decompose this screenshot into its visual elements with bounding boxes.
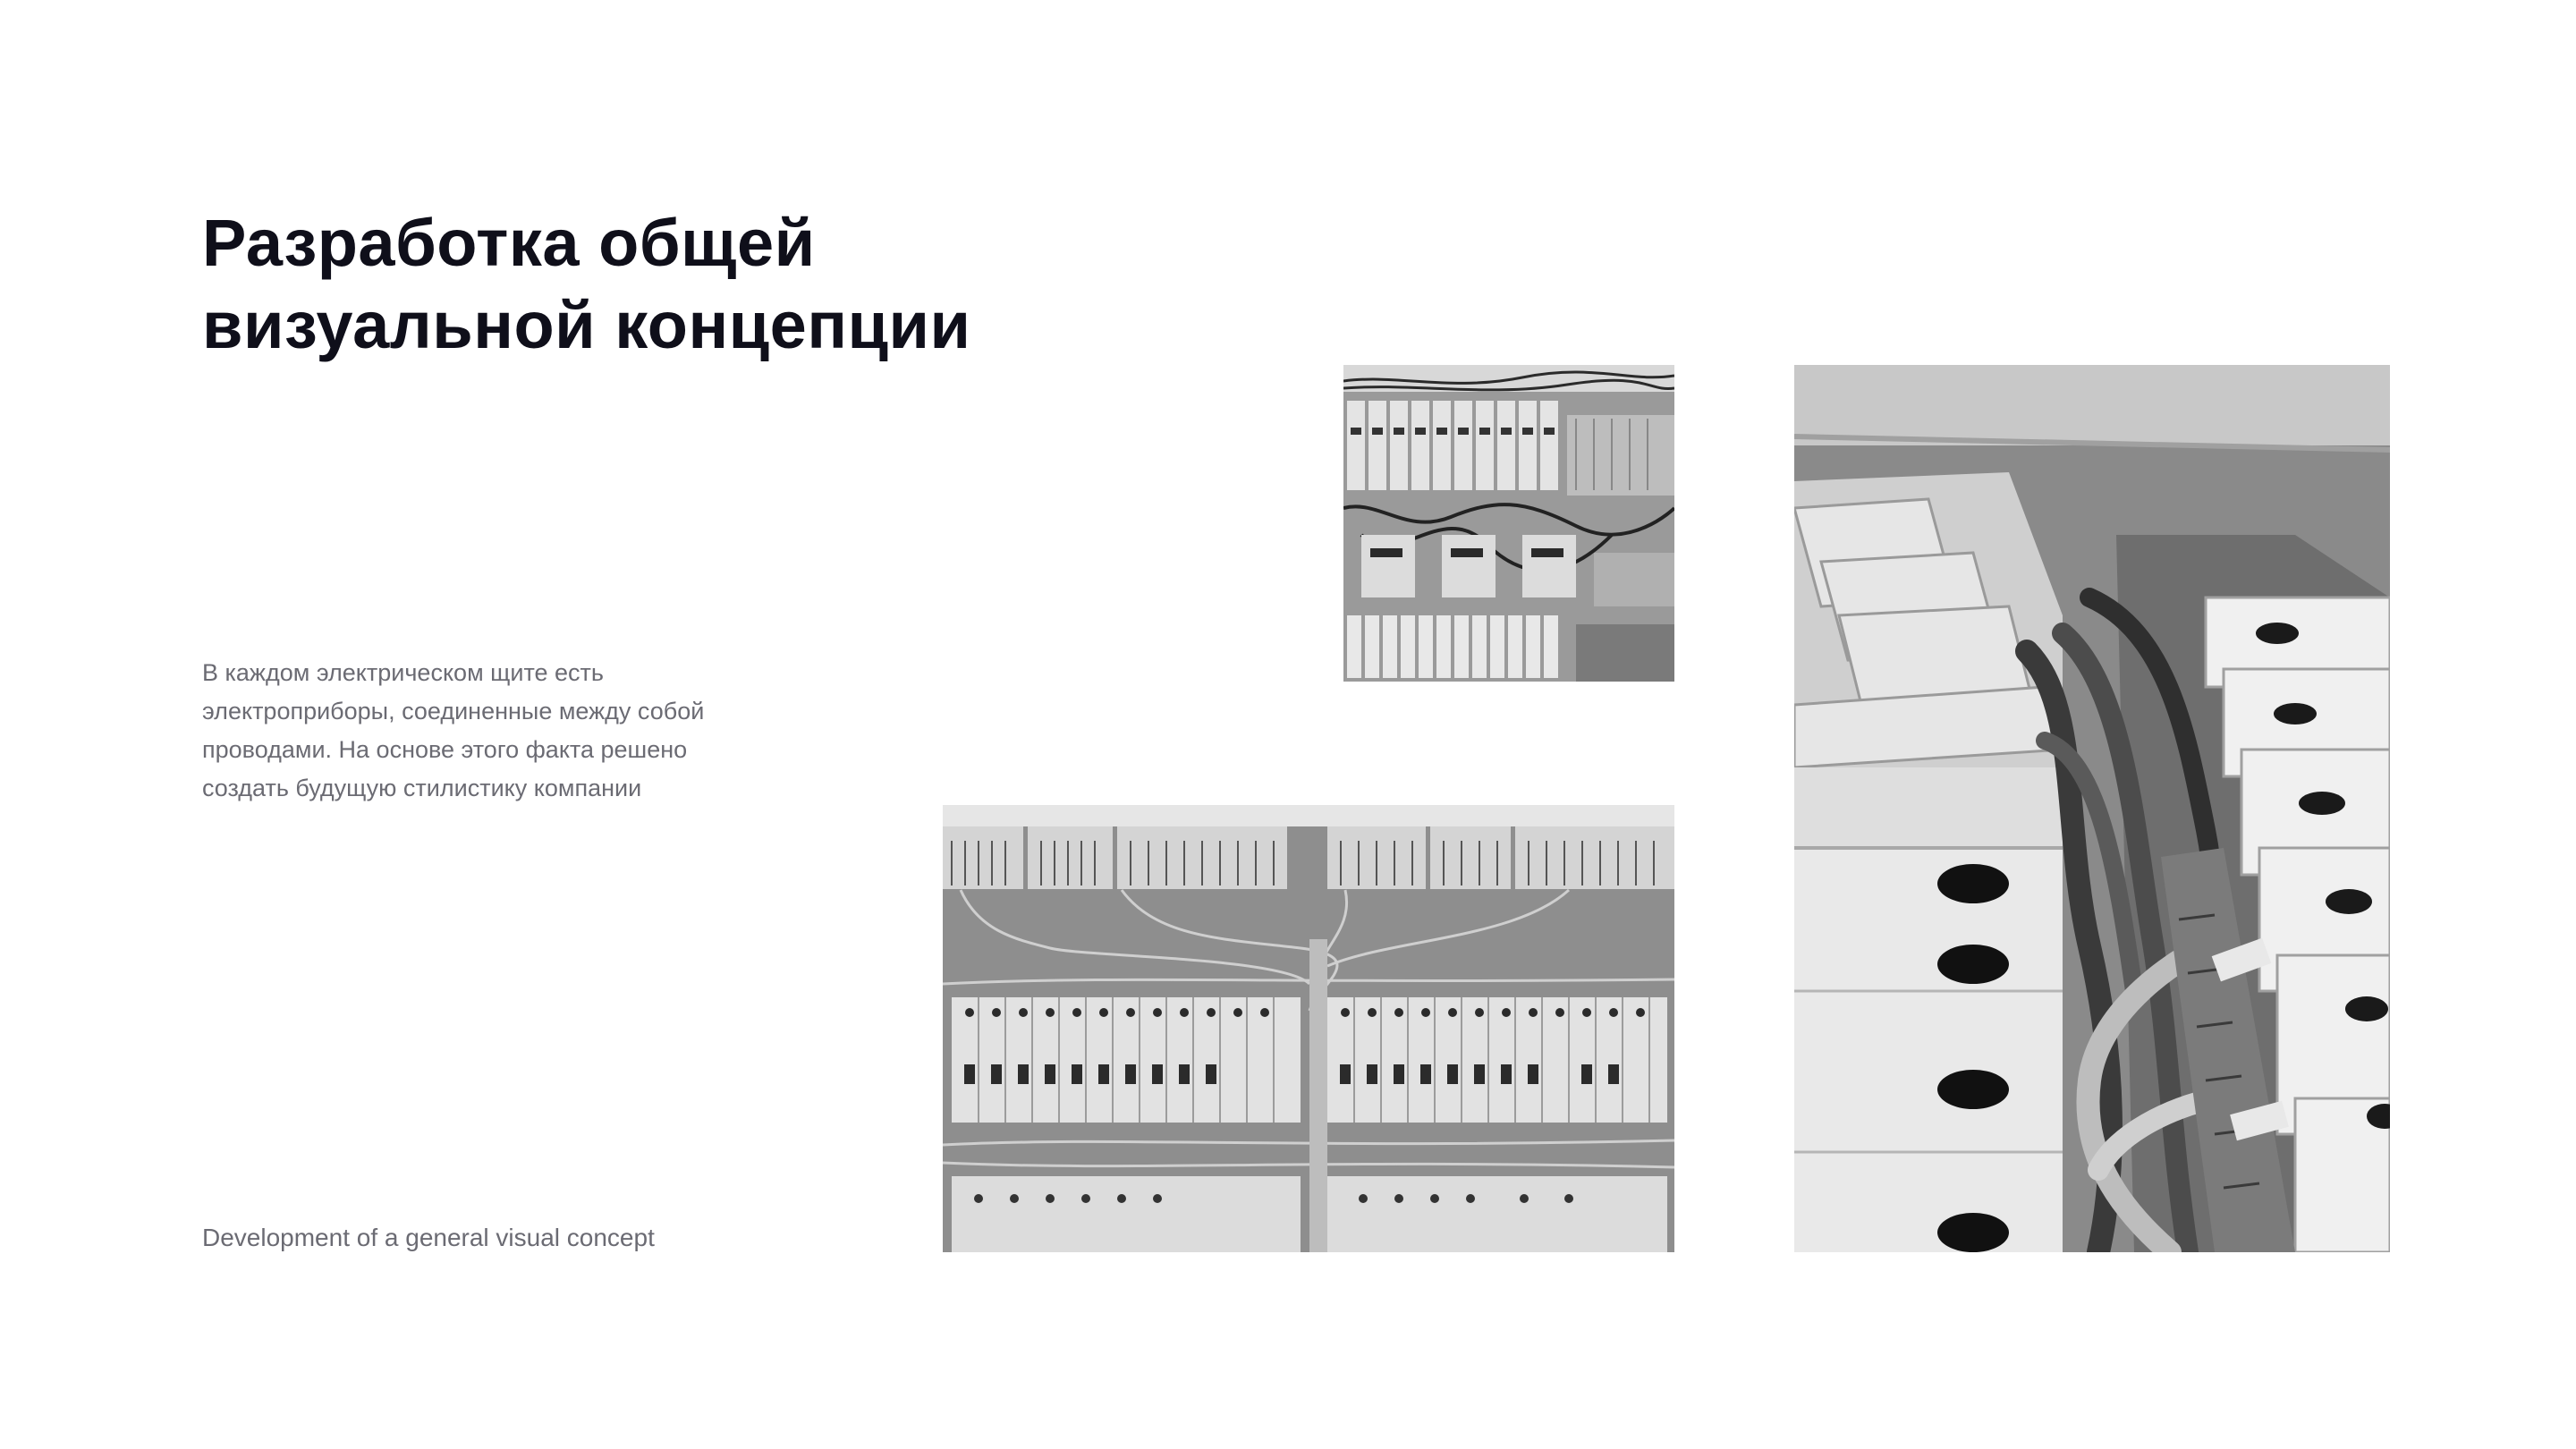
title-line-1: Разработка общей — [202, 206, 816, 280]
electrical-panel-photo-small — [1343, 365, 1674, 682]
electrical-panel-photo-closeup — [1794, 365, 2390, 1252]
title-line-2: визуальной концепции — [202, 288, 971, 362]
page-title — [202, 202, 1097, 367]
english-subtitle: Development of a general visual concept — [202, 1224, 655, 1251]
description-text — [202, 654, 775, 808]
description-line-3: проводами. На основе этого факта решено — [202, 736, 688, 763]
electrical-panel-photo-wide — [943, 805, 1674, 1252]
description-line-2: электроприборы, соединенные между собой — [202, 698, 705, 724]
description-line-4: создать будущую стилистику компании — [202, 775, 642, 801]
description-line-1: В каждом электрическом щите есть — [202, 659, 604, 686]
